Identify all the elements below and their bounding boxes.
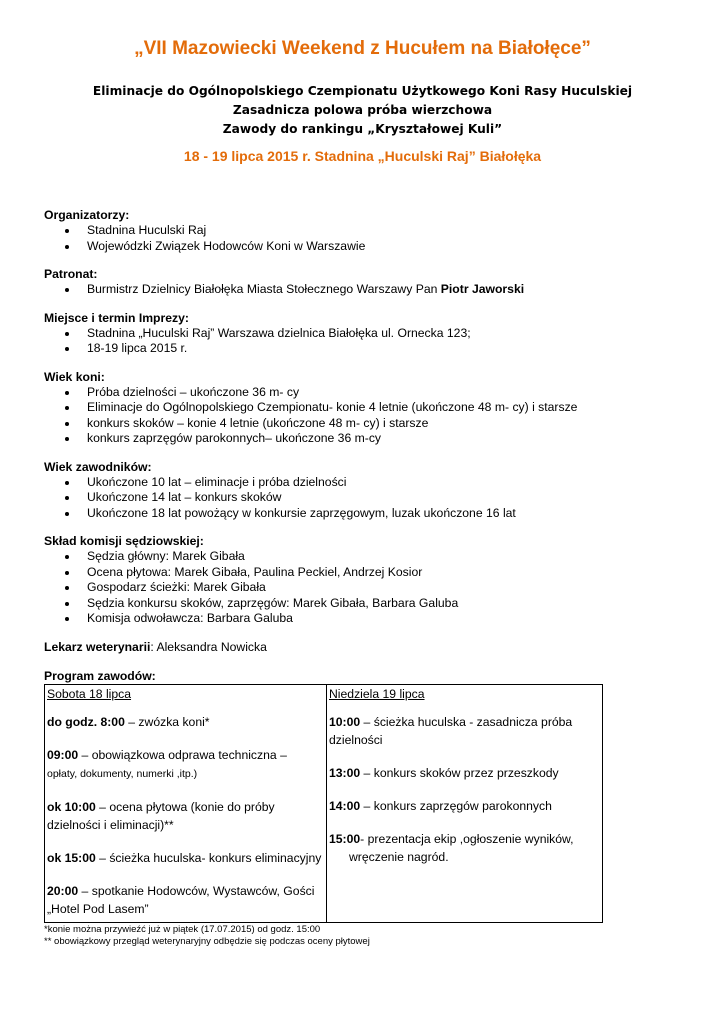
list-item: Sędzia główny: Marek Gibała	[44, 549, 684, 565]
entry-text: – obowiązkowa odprawa techniczna –	[78, 747, 287, 762]
entry-time: 15:00	[329, 831, 361, 846]
list-item: Próba dzielności – ukończone 36 m- cy	[44, 385, 684, 401]
jury-section	[44, 534, 684, 627]
list-item: Ukończone 18 lat powożący w konkursie zaprzęgowym, luzak ukończone 16 lat	[44, 506, 684, 522]
entry-time: 10:00	[329, 714, 361, 729]
entry-time: 14:00	[329, 798, 361, 813]
subtitle-line: Zasadnicza polowa próba wierzchowa	[232, 103, 493, 117]
schedule-entry	[47, 713, 325, 731]
vet-label: Lekarz weterynarii	[44, 639, 151, 654]
schedule-entry	[329, 797, 601, 815]
patronage-section	[44, 267, 684, 298]
list-item	[44, 282, 684, 298]
rider-age-section	[44, 460, 684, 522]
entry-text: – zwózka koni*	[124, 714, 210, 729]
list-item: konkurs zaprzęgów parokonnych– ukończone 36 m-cy	[44, 431, 684, 447]
list-item: Eliminacje do Ogólnopolskiego Czempionatu- konie 4 letnie (ukończone 48 m- cy) i starsze	[44, 400, 684, 416]
entry-text: – ścieżka huculska - zasadnicza próba dzielności	[329, 714, 573, 747]
entry-text: - prezentacja ekip ,ogłoszenie wyników,	[360, 831, 574, 846]
sunday-column	[327, 684, 603, 922]
program-table	[44, 684, 603, 923]
schedule-entry	[47, 798, 325, 834]
section-heading: Patronat:	[44, 267, 98, 281]
event-date-place: 18 - 19 lipca 2015 r. Stadnina „Huculski Raj” Białołęka	[183, 148, 542, 164]
list-item: Ocena płytowa: Marek Gibała, Paulina Peckiel, Andrzej Kosior	[44, 565, 684, 581]
entry-time: ok 15:00	[47, 850, 96, 865]
section-heading: Wiek zawodników:	[44, 459, 152, 474]
schedule-entry	[47, 746, 325, 783]
entry-time: 09:00	[47, 747, 79, 762]
list-item: Stadnina „Huculski Raj” Warszawa dzielnica Białołęka ul. Ornecka 123;	[44, 326, 684, 342]
subtitle-block	[0, 82, 725, 139]
entry-text: – konkurs zaprzęgów parokonnych	[360, 798, 552, 813]
entry-text-small: opłaty, dokumenty, numerki ,itp.)	[47, 767, 198, 780]
entry-text: – ocena płytowa (konie do próby dzielności i eliminacji)**	[47, 799, 275, 832]
entry-text: – konkurs skoków przez przeszkody	[360, 765, 559, 780]
organizers-section	[44, 208, 684, 254]
footnotes	[44, 924, 684, 948]
entry-time: 13:00	[329, 765, 361, 780]
list-item: konkurs skoków – konie 4 letnie (ukończone 48 m- cy) i starsze	[44, 416, 684, 432]
list-item: 18-19 lipca 2015 r.	[44, 341, 684, 357]
section-heading: Wiek koni:	[44, 369, 105, 384]
sunday-day-label: Niedziela 19 lipca	[329, 686, 425, 701]
section-heading: Skład komisji sędziowskiej:	[44, 534, 204, 548]
section-heading: Miejsce i termin Imprezy:	[44, 310, 189, 325]
list-item: Sędzia konkursu skoków, zaprzęgów: Marek Gibała, Barbara Galuba	[44, 596, 684, 612]
subtitle-line: Zawody do rankingu „Kryształowej Kuli”	[222, 122, 503, 136]
vet-line	[44, 640, 684, 655]
list-item: Gospodarz ścieżki: Marek Gibała	[44, 580, 684, 596]
saturday-day-label: Sobota 18 lipca	[47, 686, 132, 701]
schedule-entry	[47, 849, 325, 867]
list-item: Wojewódzki Związek Hodowców Koni w Warszawie	[44, 239, 684, 255]
list-item: Stadnina Huculski Raj	[44, 223, 684, 239]
schedule-entry	[329, 830, 601, 866]
patron-name: Piotr Jaworski	[440, 282, 525, 296]
document-body	[44, 208, 684, 948]
schedule-entry	[329, 713, 601, 749]
footnote: ** obowiązkowy przegląd weterynaryjny odbędzie się podczas oceny płytowej	[44, 935, 370, 947]
footnote: *konie można przywieźć już w piątek (17.07.2015) od godz. 15:00	[44, 923, 321, 935]
horse-age-section	[44, 370, 684, 447]
schedule-entry	[47, 882, 325, 918]
entry-text: – spotkanie Hodowców, Wystawców, Gości „Hotel Pod Lasem”	[47, 883, 315, 916]
entry-time: ok 10:00	[47, 799, 96, 814]
entry-time: do godz. 8:00	[47, 714, 125, 729]
schedule-entry	[329, 764, 601, 782]
list-item: Komisja odwoławcza: Barbara Galuba	[44, 611, 684, 627]
entry-text-continuation: wręczenie nagród.	[349, 849, 449, 864]
saturday-column	[45, 684, 327, 922]
program-heading: Program zawodów:	[44, 668, 156, 683]
list-item: Ukończone 14 lat – konkurs skoków	[44, 490, 684, 506]
entry-time: 20:00	[47, 883, 79, 898]
vet-name: : Aleksandra Nowicka	[150, 639, 267, 654]
section-heading: Organizatorzy:	[44, 208, 130, 222]
document-title: „VII Mazowiecki Weekend z Hucułem na Białołęce”	[134, 38, 591, 59]
place-date-section	[44, 311, 684, 357]
subtitle-line: Eliminacje do Ogólnopolskiego Czempionatu Użytkowego Koni Rasy Huculskiej	[92, 84, 633, 98]
entry-text: – ścieżka huculska- konkurs eliminacyjny	[95, 850, 322, 865]
list-item: Ukończone 10 lat – eliminacje i próba dzielności	[44, 475, 684, 491]
patron-text: Burmistrz Dzielnicy Białołęka Miasta Stołecznego Warszawy Pan	[87, 282, 441, 296]
